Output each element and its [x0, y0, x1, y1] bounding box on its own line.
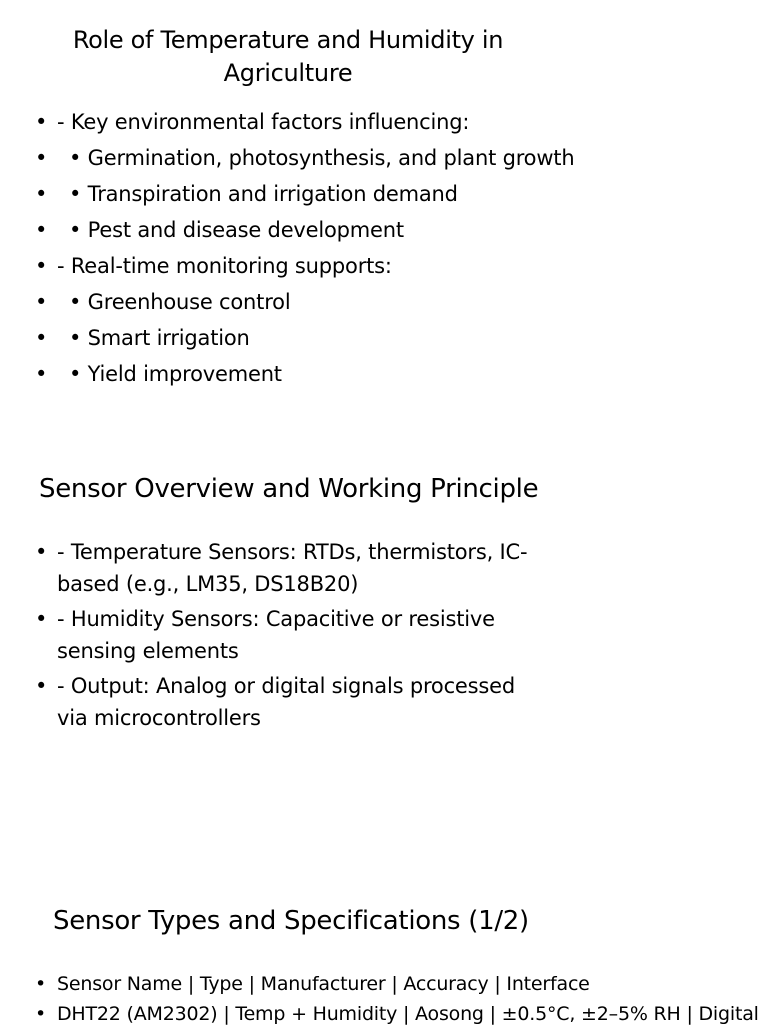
bullet-dot-icon: • [35, 326, 48, 350]
bullet-text: Sensor Name | Type | Manufacturer | Accuracy | Interface [57, 973, 590, 995]
bullet-item [35, 284, 747, 320]
bullet-item [35, 356, 747, 392]
bullet-item [35, 320, 747, 356]
slide-title: Sensor Overview and Working Principle [39, 474, 539, 504]
bullet-dot-icon: • [35, 110, 48, 134]
bullet-dot-icon: • [35, 182, 48, 206]
bullet-dot-icon: • [35, 146, 48, 170]
bullet-text: • Yield improvement [69, 362, 282, 386]
bullet-text: DHT22 (AM2302) | Temp + Humidity | Aosong | ±0.5°C, ±2–5% RH | Digital [57, 1003, 759, 1025]
bullet-text: - Output: Analog or digital signals processed via microcontrollers [57, 674, 515, 730]
bullet-dot-icon: • [35, 218, 48, 242]
slide-sensor-overview [0, 440, 768, 770]
bullet-list [35, 104, 747, 392]
bullet-item [35, 671, 532, 734]
bullet-text: - Humidity Sensors: Capacitive or resistive sensing elements [57, 607, 495, 663]
bullet-dot-icon: • [35, 973, 47, 995]
bullet-item [35, 969, 757, 999]
bullet-list [35, 969, 759, 1029]
bullet-text: • Pest and disease development [69, 218, 404, 242]
bullet-item [35, 248, 747, 284]
bullet-dot-icon: • [35, 290, 48, 314]
bullet-text: - Temperature Sensors: RTDs, thermistors, IC-based (e.g., LM35, DS18B20) [57, 540, 528, 596]
bullet-text: - Key environmental factors influencing: [57, 110, 470, 134]
bullet-item [35, 537, 532, 600]
bullet-list [35, 537, 532, 738]
bullet-dot-icon: • [35, 362, 48, 386]
bullet-item [35, 140, 747, 176]
bullet-text: • Greenhouse control [69, 290, 291, 314]
bullet-item [35, 604, 532, 667]
slide-sensor-types [0, 880, 768, 1024]
slide-title: Sensor Types and Specifications (1/2) [53, 906, 529, 936]
slide-title: Role of Temperature and Humidity in Agriculture [72, 26, 504, 87]
bullet-item [35, 999, 759, 1029]
bullet-dot-icon: • [35, 254, 48, 278]
slide-role-of-temperature [0, 0, 768, 430]
bullet-dot-icon: • [35, 1003, 47, 1025]
bullet-dot-icon: • [35, 540, 48, 564]
bullet-text: • Smart irrigation [69, 326, 250, 350]
bullet-item [35, 104, 747, 140]
bullet-text: • Germination, photosynthesis, and plant growth [69, 146, 575, 170]
bullet-dot-icon: • [35, 674, 48, 698]
bullet-dot-icon: • [35, 607, 48, 631]
bullet-text: - Real-time monitoring supports: [57, 254, 392, 278]
bullet-item [35, 212, 747, 248]
bullet-text: • Transpiration and irrigation demand [69, 182, 458, 206]
bullet-item [35, 176, 747, 212]
